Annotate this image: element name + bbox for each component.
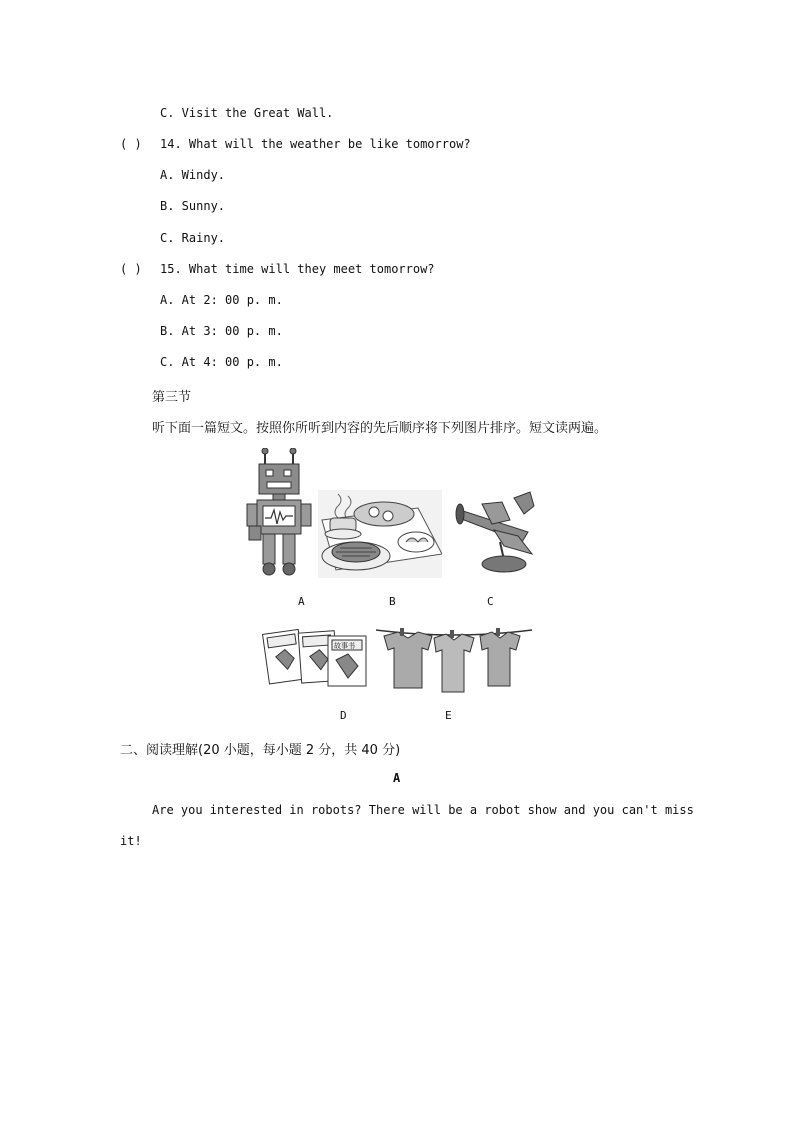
food-picture: [318, 490, 442, 578]
airplane-picture: [448, 490, 540, 576]
passage-letter: A: [393, 771, 401, 785]
robot-picture: [245, 448, 315, 578]
picture-c-label: C: [487, 595, 494, 608]
q14-bracket[interactable]: ( ): [120, 137, 142, 151]
story-books-picture: [262, 626, 370, 690]
clothes-line-picture: [376, 624, 532, 696]
q15-option-b: B. At 3: 00 p. m.: [160, 324, 283, 338]
q15-question: 15. What time will they meet tomorrow?: [160, 262, 435, 276]
part2-heading: 二、阅读理解(20 小题，每小题 2 分，共 40 分): [120, 743, 401, 758]
picture-b-label: B: [389, 595, 396, 608]
passage-text-line2: it!: [120, 834, 142, 848]
q15-option-c: C. At 4: 00 p. m.: [160, 355, 283, 369]
passage-text-line1: Are you interested in robots? There will be a robot show and you can't miss: [152, 803, 694, 817]
q14-question: 14. What will the weather be like tomorrow?: [160, 137, 471, 151]
q13-option-c: C. Visit the Great Wall.: [160, 106, 334, 120]
q14-option-b: B. Sunny.: [160, 199, 226, 213]
q15-option-a: A. At 2: 00 p. m.: [160, 293, 283, 307]
section3-title: 第三节: [152, 390, 192, 405]
story-book-title: 故事书: [334, 642, 355, 650]
picture-d-label: D: [340, 709, 347, 722]
q14-option-c: C. Rainy.: [160, 231, 226, 245]
q15-bracket[interactable]: ( ): [120, 262, 142, 276]
q14-option-a: A. Windy.: [160, 168, 226, 182]
picture-e-label: E: [445, 709, 452, 722]
picture-a-label: A: [298, 595, 305, 608]
section3-instruction: 听下面一篇短文。按照你所听到内容的先后顺序将下列图片排序。短文读两遍。: [152, 421, 608, 436]
